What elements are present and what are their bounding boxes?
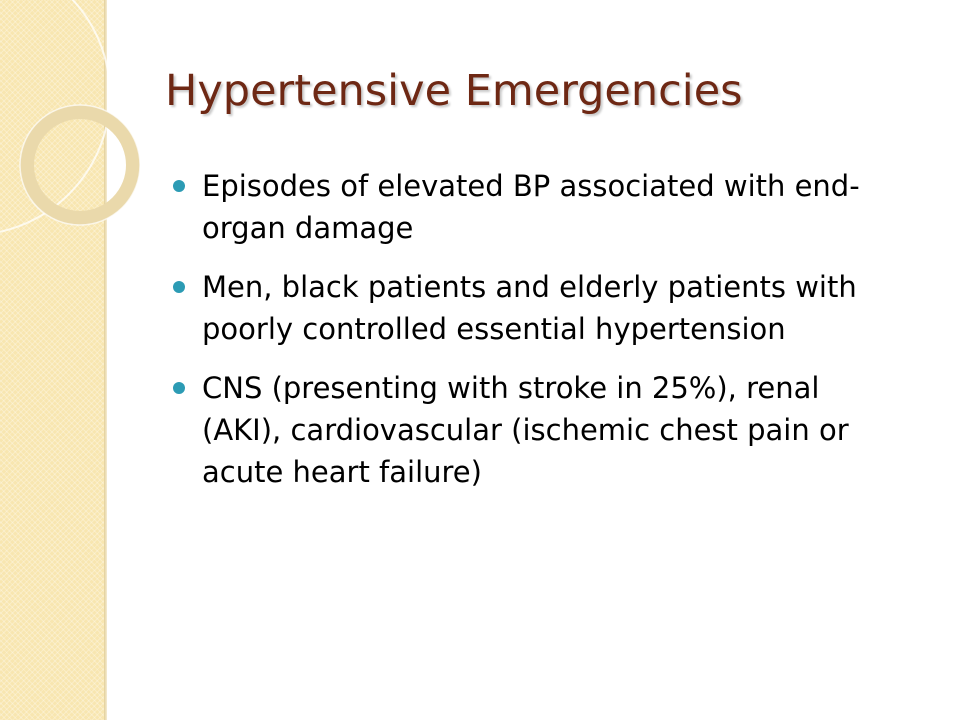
bullet-text: Men, black patients and elderly patients with poorly controlled essential hypertension: [202, 270, 857, 346]
bullet-item: [170, 165, 905, 249]
slide-title: Hypertensive Emergencies: [165, 66, 743, 116]
bullet-dot-icon: [173, 281, 185, 293]
decorative-circle-ring: [27, 112, 133, 218]
bullet-dot-icon: [173, 180, 185, 192]
bullet-text: CNS (presenting with stroke in 25%), renal (AKI), cardiovascular (ischemic chest pain or acute heart failure): [202, 371, 849, 489]
bullet-item: [170, 367, 905, 493]
decorative-circle-ring-highlight: [20, 105, 140, 225]
bullet-list: [170, 165, 905, 510]
bullet-dot-icon: [173, 382, 185, 394]
bullet-item: [170, 266, 905, 350]
bullet-text: Episodes of elevated BP associated with end-organ damage: [202, 169, 860, 245]
decorative-circles: [0, 0, 140, 260]
